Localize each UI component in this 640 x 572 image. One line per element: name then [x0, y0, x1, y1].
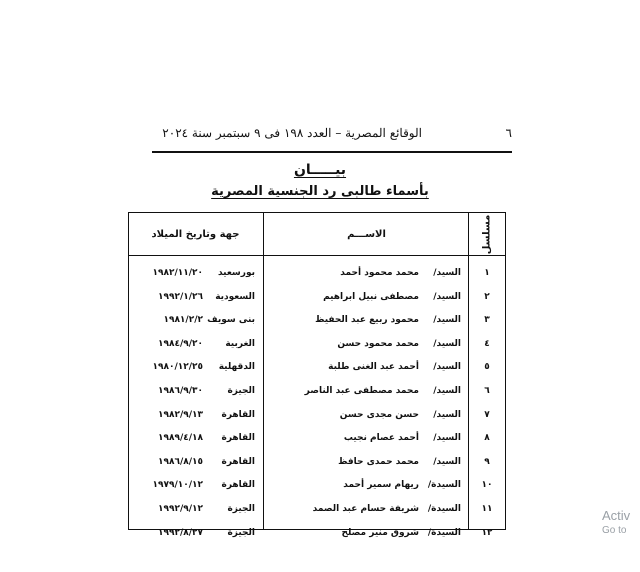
row-birth-date: ١٩٩٢/٩/١٢ [157, 504, 203, 514]
table-row [129, 451, 505, 473]
row-name: محمد محمود أحمد [340, 268, 419, 278]
row-title: السيد/ [433, 315, 461, 326]
row-birth-date: ١٩٨١/٢/٢ [163, 315, 203, 326]
row-birth-place: بنى سويف [207, 315, 255, 326]
serial-column-header: مسلسل [481, 214, 493, 254]
names-table [128, 212, 506, 538]
row-name: ريهام سمير أحمد [343, 480, 419, 491]
row-name: حسن مجدى حسن [339, 409, 419, 420]
row-serial: ١١ [481, 504, 493, 514]
table-row [129, 286, 505, 308]
header-divider [129, 255, 505, 256]
row-birth-place: السعودية [215, 291, 255, 302]
birth-column-header: جهة وتاريخ الميلاد [151, 228, 240, 240]
row-title: السيد/ [433, 456, 461, 467]
row-birth-place: الجيزة [227, 504, 255, 514]
row-birth-place: القاهرة [221, 433, 255, 444]
row-birth-date: ١٩٨٠/١٢/٢٥ [152, 362, 203, 373]
row-name: أحمد عبد الغنى طلبة [328, 362, 419, 373]
row-serial: ٧ [484, 409, 490, 420]
row-serial: ١٢ [481, 527, 493, 538]
row-birth-date: ١٩٨٦/٨/١٥ [157, 456, 203, 467]
page-number: ٦ [505, 126, 512, 140]
table-row [129, 474, 505, 496]
row-birth-place: الجيزة [227, 386, 255, 396]
row-birth-date: ١٩٨٩/٤/١٨ [157, 433, 203, 444]
publication-line: الوقائع المصرية – العدد ١٩٨ فى ٩ سبتمبر سنة ٢٠٢٤ [162, 126, 422, 140]
activation-line-1: Activ [602, 508, 631, 523]
row-title: السيد/ [433, 433, 461, 444]
row-title: السيد/ [433, 291, 461, 302]
row-birth-place: الدقهلية [218, 362, 255, 373]
row-name: شروق منير مصلح [341, 527, 419, 538]
header-rule [152, 151, 512, 153]
row-serial: ٩ [484, 456, 490, 467]
row-title: السيد/ [433, 338, 461, 349]
document-subtitle: بأسماء طالبى رد الجنسية المصرية [211, 184, 429, 199]
row-serial: ٦ [484, 386, 490, 396]
row-birth-place: الغربية [225, 338, 255, 349]
row-name: مصطفى نبيل ابراهيم [323, 291, 419, 302]
row-title: السيد/ [433, 268, 461, 278]
name-column-header: الاســـم [347, 228, 386, 240]
table-row [129, 356, 505, 378]
row-birth-date: ١٩٨٢/١١/٢٠ [152, 268, 203, 278]
row-birth-date: ١٩٩٢/٨/٢٧ [157, 527, 203, 538]
row-serial: ٤ [484, 338, 490, 349]
row-birth-date: ١٩٧٩/١٠/١٢ [152, 480, 203, 491]
row-birth-place: الجيزة [227, 527, 255, 538]
table-row [129, 333, 505, 355]
table-row [129, 404, 505, 426]
table-row [129, 522, 505, 544]
table-row [129, 309, 505, 331]
row-name: محمد مصطفى عبد الناصر [304, 386, 419, 396]
row-title: السيد/ [433, 386, 461, 396]
row-name: محمد حمدى حافظ [338, 456, 419, 467]
row-serial: ٥ [484, 362, 490, 373]
activation-line-2: Go to [602, 525, 627, 536]
table-row [129, 498, 505, 520]
row-birth-date: ١٩٨٤/٩/٢٠ [157, 338, 203, 349]
row-name: محمود ربيع عبد الحفيظ [315, 315, 419, 326]
row-title: السيدة/ [427, 504, 461, 514]
row-serial: ١٠ [481, 480, 493, 491]
table-row [129, 427, 505, 449]
row-name: شريفة حسام عبد الصمد [312, 504, 419, 514]
row-birth-place: بورسعيد [217, 268, 255, 278]
row-birth-date: ١٩٨٦/٩/٣٠ [157, 386, 203, 396]
table-row [129, 262, 505, 284]
row-serial: ٨ [484, 433, 490, 444]
row-serial: ١ [484, 268, 490, 278]
row-title: السيد/ [433, 362, 461, 373]
row-title: السيدة/ [427, 527, 461, 538]
row-name: محمد محمود حسن [337, 338, 419, 349]
page-header [152, 126, 512, 146]
row-birth-place: القاهرة [221, 456, 255, 467]
row-serial: ٣ [484, 315, 490, 326]
document-title: بيـــــان [293, 162, 347, 178]
row-birth-date: ١٩٩٢/١/٢٦ [157, 291, 203, 302]
row-title: السيد/ [433, 409, 461, 420]
table-row [129, 380, 505, 402]
row-serial: ٢ [484, 291, 490, 302]
row-birth-place: القاهرة [221, 409, 255, 420]
row-birth-date: ١٩٨٢/٩/١٣ [157, 409, 203, 420]
row-title: السيدة/ [427, 480, 461, 491]
row-name: أحمد عصام نجيب [343, 433, 419, 444]
row-birth-place: القاهرة [221, 480, 255, 491]
windows-activation-watermark [602, 508, 630, 536]
